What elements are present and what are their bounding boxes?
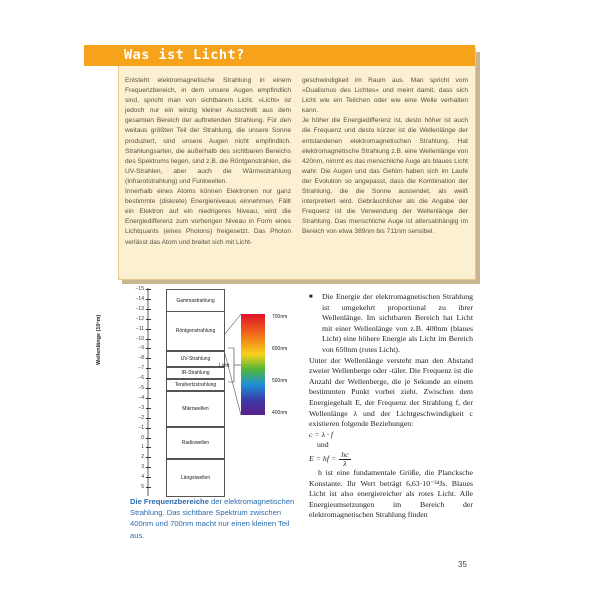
formula-c: c = λ · f: [309, 429, 334, 439]
spectrum-band: UV-Strahlung: [166, 351, 225, 367]
info-box-title: Was ist Licht?: [84, 45, 475, 66]
spectrum-band: Radiowellen: [166, 427, 225, 459]
scale-tick-label: 1: [141, 444, 144, 451]
page-number: 35: [458, 560, 467, 569]
body-paragraph: Unter der Wellenlänge versteht man den Abstand zweier Wellenberge oder -täler. Die Frequenz ist die Anzahl der Wellenberge, die je Sekunde an einem bestimmten Punkt vorbei zieht. Zwischen dem Energiegehalt E, der Frequenz der Strahlung f, der Wellenlänge λ und der Lichtgeschwindigkeit c existieren folgende Beziehungen:: [309, 355, 473, 429]
caption-text: der elektromagnetischen Strahlung. Das sichtbare Spektrum zwischen 400nm und 700nm macht nur einen kleinen Teil aus.: [130, 497, 295, 540]
spectrum-band: Röntgenstrahlung: [166, 311, 225, 351]
nm-label-400: 400nm: [272, 410, 288, 416]
scale-tick-label: 2: [141, 454, 144, 461]
bullet-paragraph: ■ Die Energie der elektromagnetischen Strahlung ist umgekehrt proportional zu ihrer Wellenlänge. Im sichtbaren Bereich hat Licht mit einer Wellenlänge von z.B. 400nm (blaues Licht) eine höhere Energie als Licht im Bereich von 650nm (rotes Licht).: [309, 292, 473, 356]
formula-denominator: λ: [343, 458, 347, 468]
scale-tick-mark: [146, 447, 151, 448]
scale-tick-mark: [146, 378, 151, 379]
scale-tick-mark: [146, 348, 151, 349]
scale-tick-mark: [146, 289, 151, 290]
info-box-right-column: [302, 76, 468, 238]
scale-tick-mark: [146, 388, 151, 389]
scale-tick-mark: [146, 477, 151, 478]
scale-tick-label: −12: [135, 315, 144, 322]
scale-tick-label: −8: [138, 355, 144, 362]
scale-tick-label: −13: [135, 305, 144, 312]
formula-fraction: [339, 451, 350, 468]
scale-tick-label: −2: [138, 414, 144, 421]
scale-tick-label: −7: [138, 365, 144, 372]
formula-energy: [309, 451, 473, 468]
scale-tick-mark: [146, 358, 151, 359]
scale-tick-mark: [146, 457, 151, 458]
visible-spectrum-gradient: [241, 314, 265, 415]
scale-tick-label: −4: [138, 394, 144, 401]
scale-tick-label: −9: [138, 345, 144, 352]
scale-tick-mark: [146, 467, 151, 468]
spectrum-band: Längstwellen: [166, 459, 225, 497]
scale-tick-label: −11: [135, 325, 144, 332]
scale-tick-mark: [146, 418, 151, 419]
scale-tick-mark: [146, 339, 151, 340]
scale-tick-mark: [146, 438, 151, 439]
figure-caption: [130, 496, 295, 541]
nm-label-600: 600nm: [272, 346, 288, 352]
scale-tick-label: 5: [141, 484, 144, 490]
scale-tick-mark: [146, 487, 151, 488]
formula-energy-left: E = hf =: [309, 454, 337, 464]
scale-tick-mark: [146, 368, 151, 369]
licht-label: Licht: [219, 363, 230, 369]
formula-numerator: hc: [341, 449, 349, 459]
scale-tick-label: 4: [141, 474, 144, 481]
info-box-paragraph: geschwindigkeit im Raum aus. Man spricht vom »Dualismus des Lichtes« und meint damit, dass sich Licht wie ein Teilchen oder wie eine Welle verhalten kann.: [302, 77, 468, 115]
scale-tick-label: −15: [135, 286, 144, 292]
scale-tick-mark: [146, 398, 151, 399]
scale-tick-mark: [146, 299, 151, 300]
spectrum-band: Mikrowellen: [166, 391, 225, 427]
info-box-paragraph: Innerhalb eines Atoms können Elektronen nur ganz bestimmte (diskrete) Energieniveaus einnehmen. Fällt ein Elektron auf ein niedrigeres Niveau, wird die Energiedifferenz zum vorherigen Niveau in Form eines Lichtquants (eines Photons) freigesetzt. Das Photon verlässt das Atom und breitet sich mit Licht-: [125, 188, 291, 246]
formula-und: und: [317, 440, 329, 450]
scale-tick-label: −3: [138, 404, 144, 411]
scale-tick-mark: [146, 309, 151, 310]
scale-tick-mark: [146, 319, 151, 320]
y-axis-label: Wellenlänge (10ⁿm): [96, 314, 102, 365]
info-box-paragraph: Je höher die Energiedifferenz ist, desto höher ist auch die Frequenz und desto kürzer ist die Wellenlänge der entstandenen elektromagnetischen Strahlung. Hat elektromagnetische Strahlung z.B. eine Wellenlänge von 420nm, nimmt es das menschliche Auge als blaues Licht wahr. Die Augen und das Gehirn haben sich im Laufe der Evolution so angepasst, dass die Kombination der Strahlung, die die Sonne aussendet, als weiß interpretiert wird. Gebräuchlicher als die Angabe der Frequenz ist die Verwendung der Wellenlänge der Strahlung. Das menschliche Auge ist altersabhängig im Bereich von etwa 389nm bis 711nm sensibel.: [302, 117, 468, 236]
spectrum-band: Gammastrahlung: [166, 289, 225, 312]
spectrum-band: IR-Strahlung: [166, 367, 225, 379]
scale-tick-mark: [146, 408, 151, 409]
caption-bold: Die Frequenzbereiche: [130, 497, 209, 506]
nm-label-500: 500nm: [272, 378, 288, 384]
scale-tick-label: −6: [138, 375, 144, 382]
scale-tick-mark: [146, 428, 151, 429]
spectrum-band: Terahertzstrahlung: [166, 379, 225, 391]
info-box-left-column: [125, 76, 291, 248]
scale-tick-label: −5: [138, 385, 144, 391]
scale-tick-label: 0: [141, 434, 144, 441]
info-box-paragraph: Entsteht elektromagnetische Strahlung in einem Frequenzbereich, in dem unsere Augen empfindlich sind, spricht man von sichtbarem Licht. »Licht« ist jedoch nur ein winzig kleiner Ausschnitt aus dem gesamten Bereich der auftretenden Strahlung. Für den weitaus größten Teil der Strahlung, die unsere Sonne produziert, sind unsere Augen nicht empfindlich. Strahlungsarten, die außerhalb des sichtbaren Bereichs des Spektrums liegen, sind z.B. die Röntgenstrahlen, die UV-Strahlen, aber auch die Wärmestrahlung (Infrarotstrahlung) und Funkwellen.: [125, 77, 291, 185]
main-text-column: [309, 292, 473, 521]
scale-tick-mark: [146, 329, 151, 330]
scale-tick-label: −10: [135, 335, 144, 342]
scale-tick-label: −14: [135, 295, 144, 302]
nm-label-700: 700nm: [272, 314, 288, 320]
scale-tick-label: −1: [138, 424, 144, 431]
body-paragraph: h ist eine fundamentale Größe, die Plancksche Konstante. Ihr Wert beträgt 6,63·10⁻³⁴Js. Blaues Licht ist also energiereicher als rotes Licht. Alle Energieumsetzungen im Bereich der elektromagnetischen Strahlung finden: [309, 467, 473, 520]
scale-tick-label: 3: [141, 464, 144, 471]
